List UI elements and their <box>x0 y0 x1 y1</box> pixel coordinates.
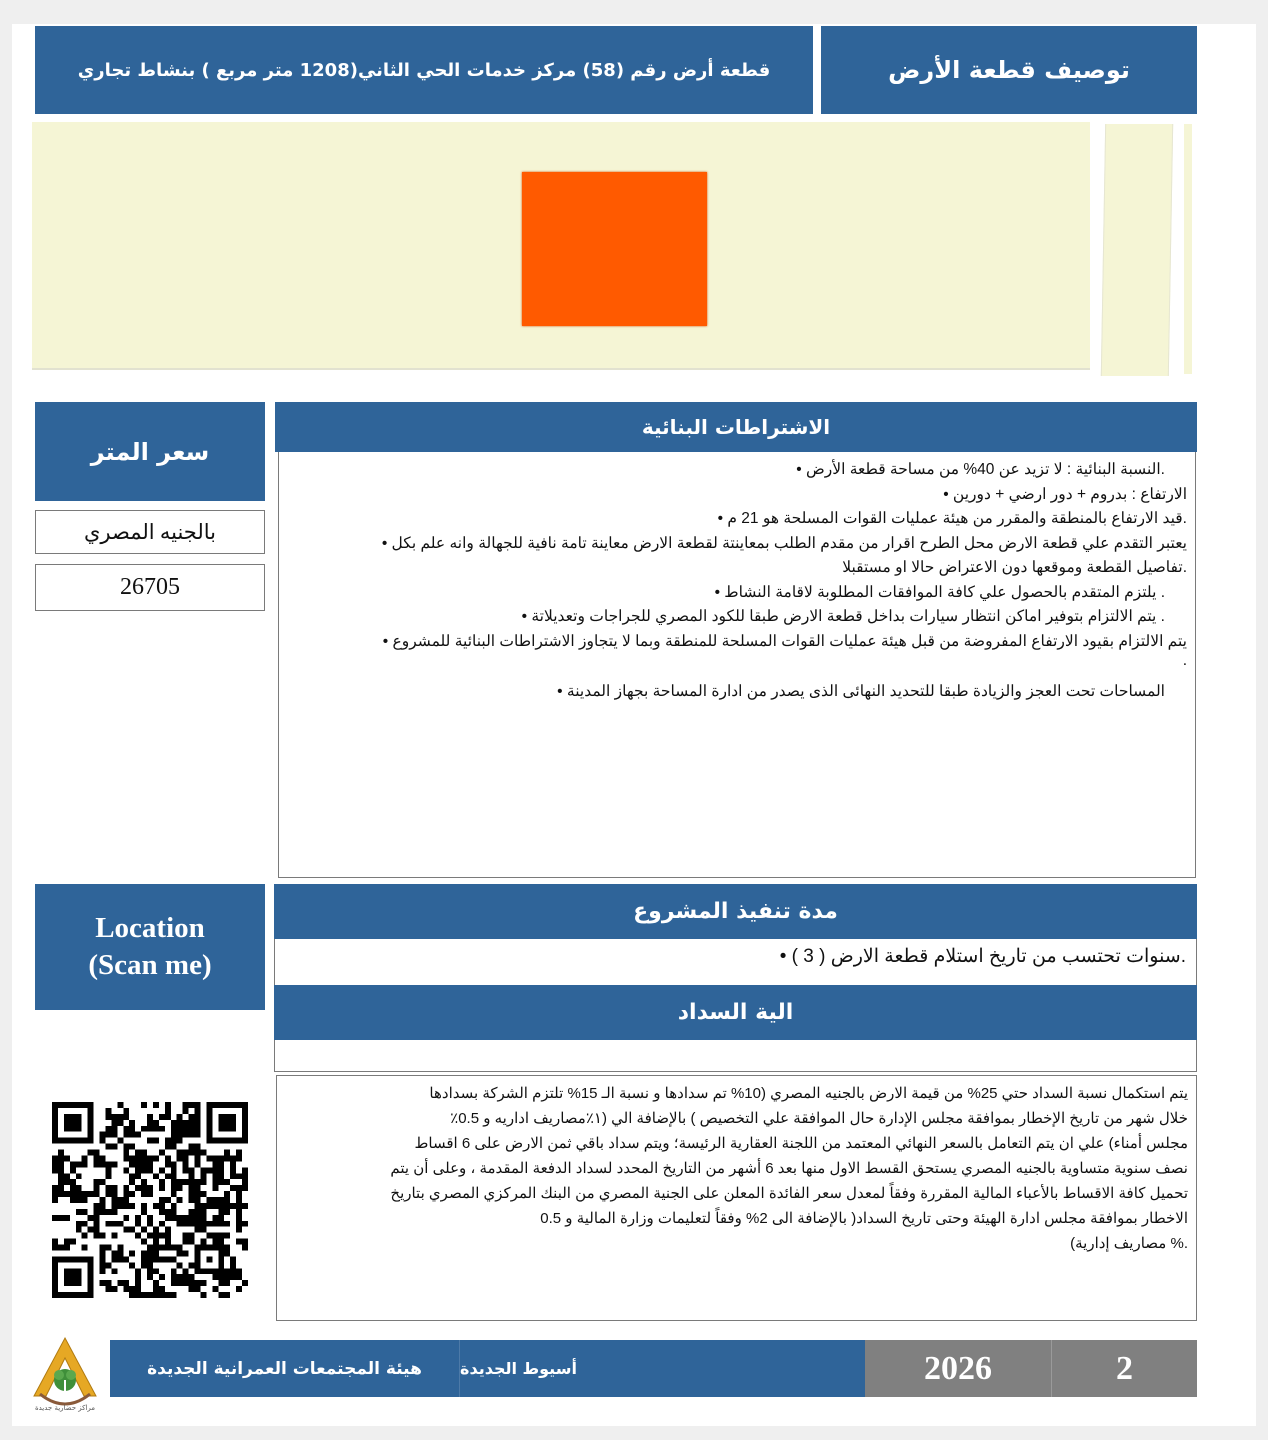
price-currency: بالجنيه المصري <box>84 519 216 544</box>
condition-line: المساحات تحت العجز والزيادة طبقا للتحديد النهائى الذى يصدر من ادارة المساحة بجهاز المدينة • <box>557 683 1165 700</box>
price-value: 26705 <box>120 574 180 600</box>
payment-line: مجلس أمناء) علي ان يتم التعامل بالسعر النهائي المعتمد من اللجنة العقارية الرئيسة؛ ويتم سداد باقي ثمن الارض على 6 اقساط <box>414 1135 1188 1152</box>
city-name: أسيوط الجديدة <box>460 1359 577 1378</box>
nucа-logo-icon <box>30 1334 100 1414</box>
conditions-header <box>275 402 1197 452</box>
duration-text: .سنوات تحتسب من تاريخ استلام قطعة الارض ( 3 ) • <box>779 946 1186 967</box>
payment-line: .% مصاريف إدارية) <box>1070 1235 1188 1252</box>
footer-organization <box>110 1340 460 1397</box>
footer-page-number <box>1052 1340 1197 1397</box>
condition-line: .قيد الارتفاع بالمنطقة والمقرر من هيئة عمليات القوات المسلحة هو 21 م • <box>717 510 1187 527</box>
condition-line: يعتبر التقدم علي قطعة الارض محل الطرح اقرار من مقدم الطلب بمعاينتة لقطعة الارض معاينة تامة نافية للجهالة وانه علم بكل • <box>381 534 1187 552</box>
section-title: توصيف قطعة الأرض <box>888 56 1130 84</box>
payment-title: الية السداد <box>677 1000 794 1025</box>
map-road-strip <box>1101 124 1173 376</box>
payment-line: الاخطار بموافقة مجلس ادارة الهيئة وحتى تاريخ السداد( بالإضافة الى 2% وفقاً لتعليمات وزارة المالية و 0.5 <box>540 1210 1188 1227</box>
price-header <box>35 402 265 501</box>
duration-body <box>274 939 1197 985</box>
payment-line: خلال شهر من تاريخ الإخطار بموافقة مجلس الإدارة حال الموافقة علي التخصيص ) بالإضافة الي (١٪مصاريف اداريه و 0.5٪ <box>450 1110 1188 1127</box>
location-title-line1: Location <box>95 912 205 944</box>
land-plot-sheet <box>12 24 1256 1426</box>
price-title: سعر المتر <box>90 437 210 466</box>
section-title-header <box>821 26 1197 114</box>
payment-empty-row <box>274 1040 1197 1072</box>
footer-bar <box>110 1340 1197 1397</box>
condition-line: الارتفاع : بدروم + دور ارضي + دورين • <box>943 485 1187 503</box>
condition-line: .النسبة البنائية : لا تزيد عن 40% من مساحة قطعة الأرض • <box>796 461 1165 478</box>
price-value-box <box>35 564 265 611</box>
conditions-title: الاشتراطات البنائية <box>641 415 831 439</box>
map-edge-strip <box>1184 124 1192 374</box>
payment-header <box>274 985 1197 1040</box>
site-map <box>32 122 1197 376</box>
condition-line: . يتم الالتزام بتوفير اماكن انتظار سيارات بداخل قطعة الارض طبقا للكود المصري للجراجات وتعديلاتة • <box>521 608 1165 625</box>
condition-line: .تفاصيل القطعة وموقعها دون الاعتراض حالا او مستقبلا <box>842 559 1187 576</box>
logo-text: مراكز حضارية جديدة <box>34 1404 96 1412</box>
location-title-line2: (Scan me) <box>88 949 212 981</box>
condition-line: . <box>1182 654 1187 668</box>
duration-title: مدة تنفيذ المشروع <box>633 899 838 924</box>
condition-line: . يلتزم المتقدم بالحصول علي كافة الموافقات المطلوبة لاقامة النشاط • <box>714 583 1165 601</box>
location-header <box>35 884 265 1010</box>
conditions-body <box>278 452 1196 878</box>
plot-title-header <box>35 26 813 114</box>
page-number: 2 <box>1116 1349 1133 1387</box>
price-currency-box <box>35 510 265 554</box>
payment-line: تحميل كافة الاقساط بالأعباء المالية المقررة وفقاً لمعدل سعر الفائدة المعلن على الجنية المصري من البنك المركزي المصري بتاريخ <box>390 1185 1188 1202</box>
footer-city <box>460 1340 865 1397</box>
payment-line: نصف سنوية متساوية بالجنيه المصري يستحق القسط الاول منها بعد 6 أشهر من التاريخ المحدد لسداد الدفعة المقدمة ، وعلى أن يتم <box>390 1160 1188 1177</box>
year-value: 2026 <box>924 1349 992 1387</box>
payment-body <box>276 1075 1197 1321</box>
footer-year <box>865 1340 1052 1397</box>
location-qr-code[interactable] <box>52 1102 248 1298</box>
duration-header <box>274 884 1197 939</box>
plot-title: قطعة أرض رقم (58) مركز خدمات الحي الثاني(1208 متر مربع ) بنشاط تجاري <box>77 59 771 81</box>
plot-marker <box>522 172 707 326</box>
organization-name: هيئة المجتمعات العمرانية الجديدة <box>147 1358 422 1379</box>
payment-line: يتم استكمال نسبة السداد حتي 25% من قيمة الارض بالجنيه المصري (10% تم سدادها و نسبة الـ 15% تلتزم الشركة بسدادها <box>429 1085 1188 1102</box>
condition-line: يتم الالتزام بقيود الارتفاع المفروضة من قبل هيئة عمليات القوات المسلحة للمنطقة وبما لا يتجاوز الاشتراطات البنائية للمشروع • <box>382 632 1187 650</box>
